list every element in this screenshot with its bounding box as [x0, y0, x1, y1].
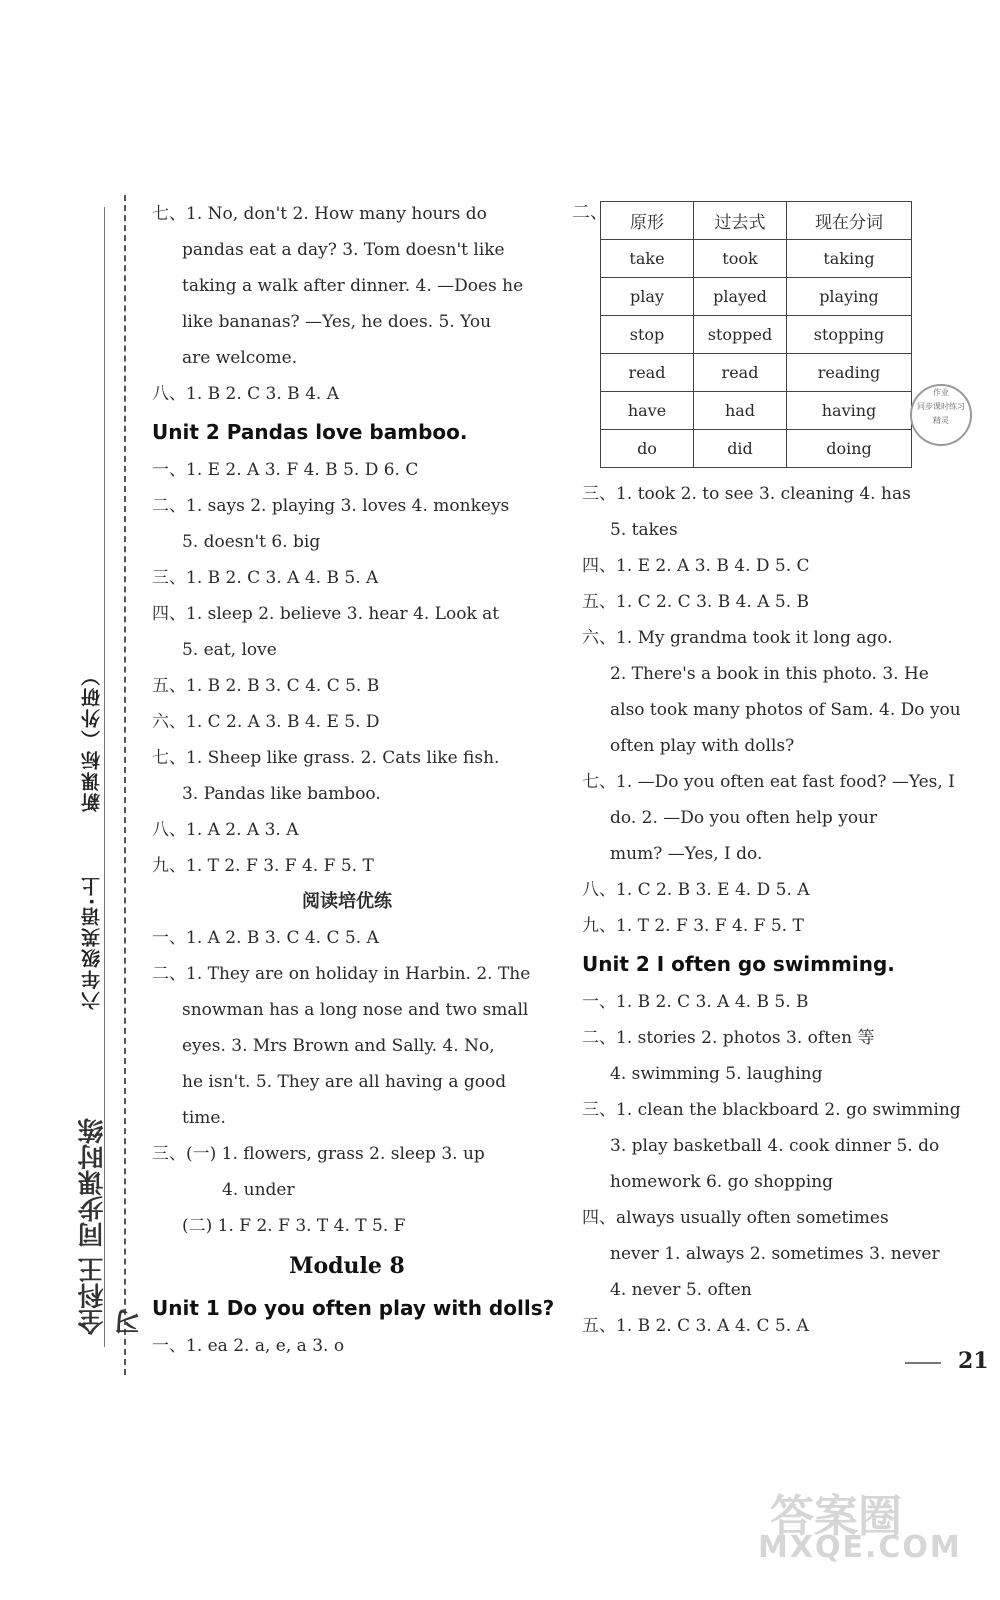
table-cell: read — [601, 354, 694, 392]
table-cell: have — [601, 392, 694, 430]
answer-line: never 1. always 2. sometimes 3. never — [610, 1244, 940, 1264]
answer-line: 4. under — [222, 1180, 295, 1200]
module-title: Module 8 — [289, 1253, 405, 1279]
table-cell: take — [601, 240, 694, 278]
brand-logo: 全科王 同步课时练习 — [78, 1117, 145, 1335]
watermark-logo: 答案圈 — [770, 1491, 902, 1542]
answer-line: often play with dolls? — [610, 736, 795, 756]
answer-line: snowman has a long nose and two small — [182, 1000, 529, 1020]
table-cell: did — [694, 430, 787, 468]
section-title: 阅读培优练 — [302, 891, 392, 912]
answer-line: 四、1. sleep 2. believe 3. hear 4. Look at — [152, 604, 500, 624]
right-column — [582, 476, 977, 1344]
answer-line: 三、1. took 2. to see 3. cleaning 4. has — [582, 484, 911, 504]
answer-line: 5. doesn't 6. big — [182, 532, 321, 552]
page-number-rule — [905, 1362, 941, 1364]
answer-line: 五、1. B 2. B 3. C 4. C 5. B — [152, 676, 380, 696]
table-cell: having — [787, 392, 912, 430]
table-cell: stopping — [787, 316, 912, 354]
answer-line: homework 6. go shopping — [610, 1172, 834, 1192]
table-cell: do — [601, 430, 694, 468]
series-label: 新课标（外研） — [81, 665, 103, 812]
unit-title: Unit 1 Do you often play with dolls? — [152, 1296, 555, 1320]
stamp-seal — [910, 384, 972, 446]
answer-line: 3. Pandas like bamboo. — [182, 784, 381, 804]
answer-line: 七、1. No, don't 2. How many hours do — [152, 204, 487, 224]
answer-line: 一、1. ea 2. a, e, a 3. o — [152, 1336, 345, 1356]
answer-line: 一、1. E 2. A 3. F 4. B 5. D 6. C — [152, 460, 419, 480]
table-row — [601, 354, 912, 392]
stamp-text: 作业 — [933, 388, 949, 397]
answer-line: 三、1. clean the blackboard 2. go swimming — [582, 1100, 961, 1120]
answer-line: 一、1. B 2. C 3. A 4. B 5. B — [582, 992, 809, 1012]
answer-line: also took many photos of Sam. 4. Do you — [610, 700, 961, 720]
answer-line: 八、1. B 2. C 3. B 4. A — [152, 384, 339, 404]
answer-line: 六、1. My grandma took it long ago. — [582, 628, 893, 648]
answer-line: do. 2. —Do you often help your — [610, 808, 878, 828]
binding-margin — [72, 195, 145, 1375]
table-header: 原形 — [601, 202, 694, 240]
answer-line: 一、1. A 2. B 3. C 4. C 5. A — [152, 928, 379, 948]
answer-line: 二、1. says 2. playing 3. loves 4. monkeys — [152, 496, 510, 516]
answer-line: 三、(一) 1. flowers, grass 2. sleep 3. up — [152, 1144, 485, 1164]
table-row — [601, 430, 912, 468]
answer-line: pandas eat a day? 3. Tom doesn't like — [182, 240, 505, 260]
answer-line: he isn't. 5. They are all having a good — [182, 1072, 507, 1092]
answer-line: 3. play basketball 4. cook dinner 5. do — [610, 1136, 940, 1156]
table-cell: doing — [787, 430, 912, 468]
left-column — [152, 196, 555, 1364]
answer-line: 七、1. Sheep like grass. 2. Cats like fish. — [152, 748, 500, 768]
table-row — [601, 240, 912, 278]
answer-line: 5. eat, love — [182, 640, 277, 660]
table-row — [601, 316, 912, 354]
table-cell: playing — [787, 278, 912, 316]
table-cell: reading — [787, 354, 912, 392]
answer-line: 四、1. E 2. A 3. B 4. D 5. C — [582, 556, 810, 576]
watermark-url: MXQE.COM — [758, 1530, 962, 1565]
table-row — [601, 278, 912, 316]
page-number: 21 — [958, 1348, 989, 1374]
table-cell: play — [601, 278, 694, 316]
answer-line: 七、1. —Do you often eat fast food? —Yes, I — [582, 772, 955, 792]
answer-line: 四、always usually often sometimes — [582, 1208, 889, 1228]
answer-line: (二) 1. F 2. F 3. T 4. T 5. F — [182, 1216, 406, 1236]
section-label: 二、 — [572, 202, 608, 223]
answer-line: 八、1. C 2. B 3. E 4. D 5. A — [582, 880, 810, 900]
answer-line: mum? —Yes, I do. — [610, 844, 763, 864]
answer-line: 二、1. stories 2. photos 3. often 等 — [582, 1028, 875, 1048]
answer-line: like bananas? —Yes, he does. 5. You — [182, 312, 492, 332]
subject-label: 六年级英语·上 — [81, 875, 103, 1011]
table-cell: played — [694, 278, 787, 316]
answer-line: 六、1. C 2. A 3. B 4. E 5. D — [152, 712, 380, 732]
answer-line: 九、1. T 2. F 3. F 4. F 5. T — [152, 856, 374, 876]
answer-line: eyes. 3. Mrs Brown and Sally. 4. No, — [182, 1036, 495, 1056]
answer-line: time. — [182, 1108, 226, 1128]
table-cell: stopped — [694, 316, 787, 354]
unit-title: Unit 2 Pandas love bamboo. — [152, 420, 468, 444]
table-header: 现在分词 — [787, 202, 912, 240]
table-cell: taking — [787, 240, 912, 278]
answer-line: 五、1. C 2. C 3. B 4. A 5. B — [582, 592, 810, 612]
answer-line: 九、1. T 2. F 3. F 4. F 5. T — [582, 916, 804, 936]
answer-line: 八、1. A 2. A 3. A — [152, 820, 299, 840]
stamp-text: 精灵 — [933, 416, 949, 425]
table-row — [601, 392, 912, 430]
unit-title: Unit 2 I often go swimming. — [582, 952, 895, 976]
table-cell: stop — [601, 316, 694, 354]
cut-line — [124, 195, 126, 1375]
stamp-text: 同步课时练习 — [917, 402, 965, 411]
table-header-row — [601, 202, 912, 240]
answer-line: taking a walk after dinner. 4. —Does he — [182, 276, 524, 296]
answer-line: 五、1. B 2. C 3. A 4. C 5. A — [582, 1316, 809, 1336]
table-header: 过去式 — [694, 202, 787, 240]
answer-line: 4. never 5. often — [610, 1280, 752, 1300]
answer-line: 2. There's a book in this photo. 3. He — [610, 664, 929, 684]
table-cell: had — [694, 392, 787, 430]
table-cell: took — [694, 240, 787, 278]
verb-forms-table — [600, 201, 912, 468]
table-cell: read — [694, 354, 787, 392]
answer-line: 4. swimming 5. laughing — [610, 1064, 823, 1084]
answer-line: 三、1. B 2. C 3. A 4. B 5. A — [152, 568, 379, 588]
answer-line: 二、1. They are on holiday in Harbin. 2. The — [152, 964, 531, 984]
answer-line: are welcome. — [182, 348, 298, 368]
answer-line: 5. takes — [610, 520, 678, 540]
